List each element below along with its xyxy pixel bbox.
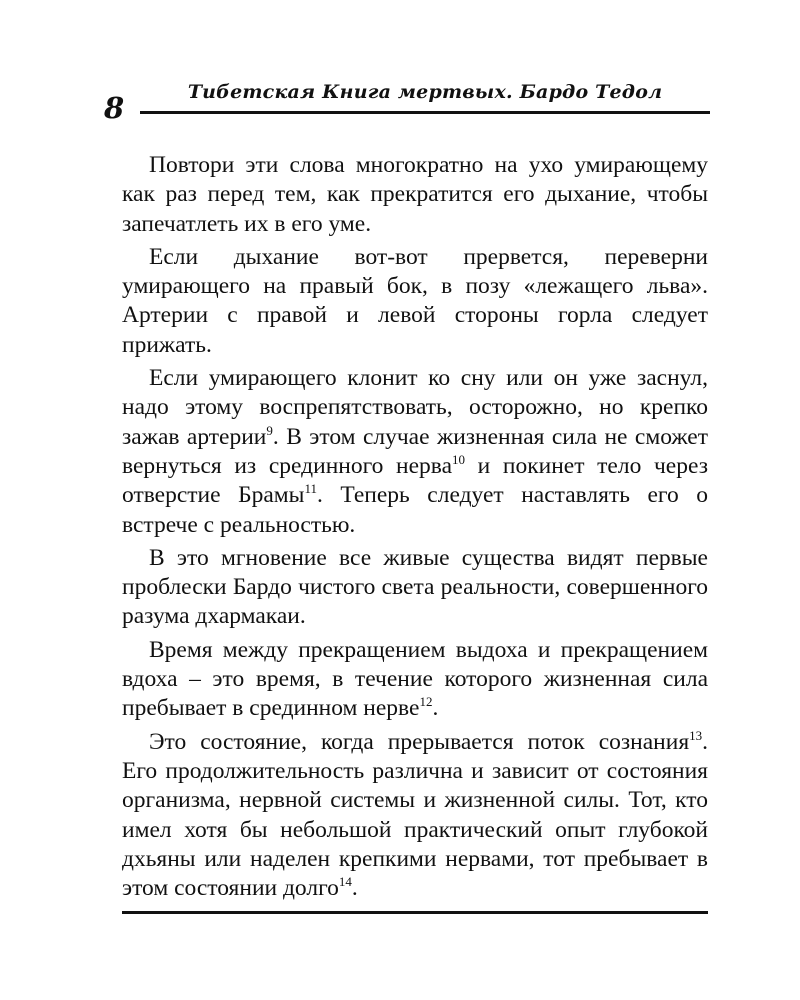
paragraph-text: Время между прекращением выдоха и прекращением вдоха – это время, в течение которого жизненная сила пребывает в срединном нерве [122,636,708,722]
paragraph [122,151,708,239]
paragraph [122,243,708,360]
paragraph-text: Это состояние, когда прерывается поток сознания [149,728,690,755]
paragraph [122,544,708,632]
paragraph-text: Если дыхание вот-вот прервется, переверни умирающего на правый бок, в позу «лежащего льва». Артерии с правой и левой стороны горла следует прижать. [122,243,708,358]
page-number: 8 [104,91,125,125]
footnote-ref[interactable]: 13 [689,727,703,743]
paragraph-text: Если умирающего клонит ко сну или он уже заснул, надо этому воспрепятствовать, осторожно, но крепко зажав артерии [122,365,708,450]
paragraph-text: В это мгновение все живые существа видят первые проблески Бардо чистого света реальности, совершенного разума дхармакаи. [122,544,708,630]
footnote-ref[interactable]: 10 [452,452,466,468]
paragraph-text: . В этом случае жизненная сила не сможет вернуться из срединного нерва [122,423,708,479]
footnote-ref[interactable]: 11 [304,481,317,497]
paragraph-text: . Теперь следует наставлять его о встрече с реальностью. [122,482,708,538]
paragraph [122,364,708,540]
paragraph-text: . [351,875,358,902]
paragraph [122,636,708,724]
paragraph-text: Повтори эти слова многократно на ухо умирающему как раз перед тем, как прекратится его дыхание, чтобы запечатлеть их в его уме. [122,152,708,237]
footer-rule [122,911,708,914]
paragraph-text: . [432,695,439,722]
running-title: Тибетская Книга мертвых. Бардо Тедол [187,81,663,103]
footnote-ref[interactable]: 9 [266,422,273,438]
paragraph [122,728,708,904]
footnote-ref[interactable]: 12 [419,694,433,710]
footnote-ref[interactable]: 14 [338,874,352,890]
body-text [122,151,708,907]
paragraph-text: . Его продолжительность различна и зависит от состояния организма, нервной системы и жизненной силы. Тот, кто имел хотя бы небольшой практический опыт глубокой дхьяны или наделен крепкими нервами, тот пребывает в этом состоянии долго [122,728,708,902]
paragraph-text: и покинет тело через отверстие Брамы [122,452,708,509]
header-rule [140,111,710,114]
